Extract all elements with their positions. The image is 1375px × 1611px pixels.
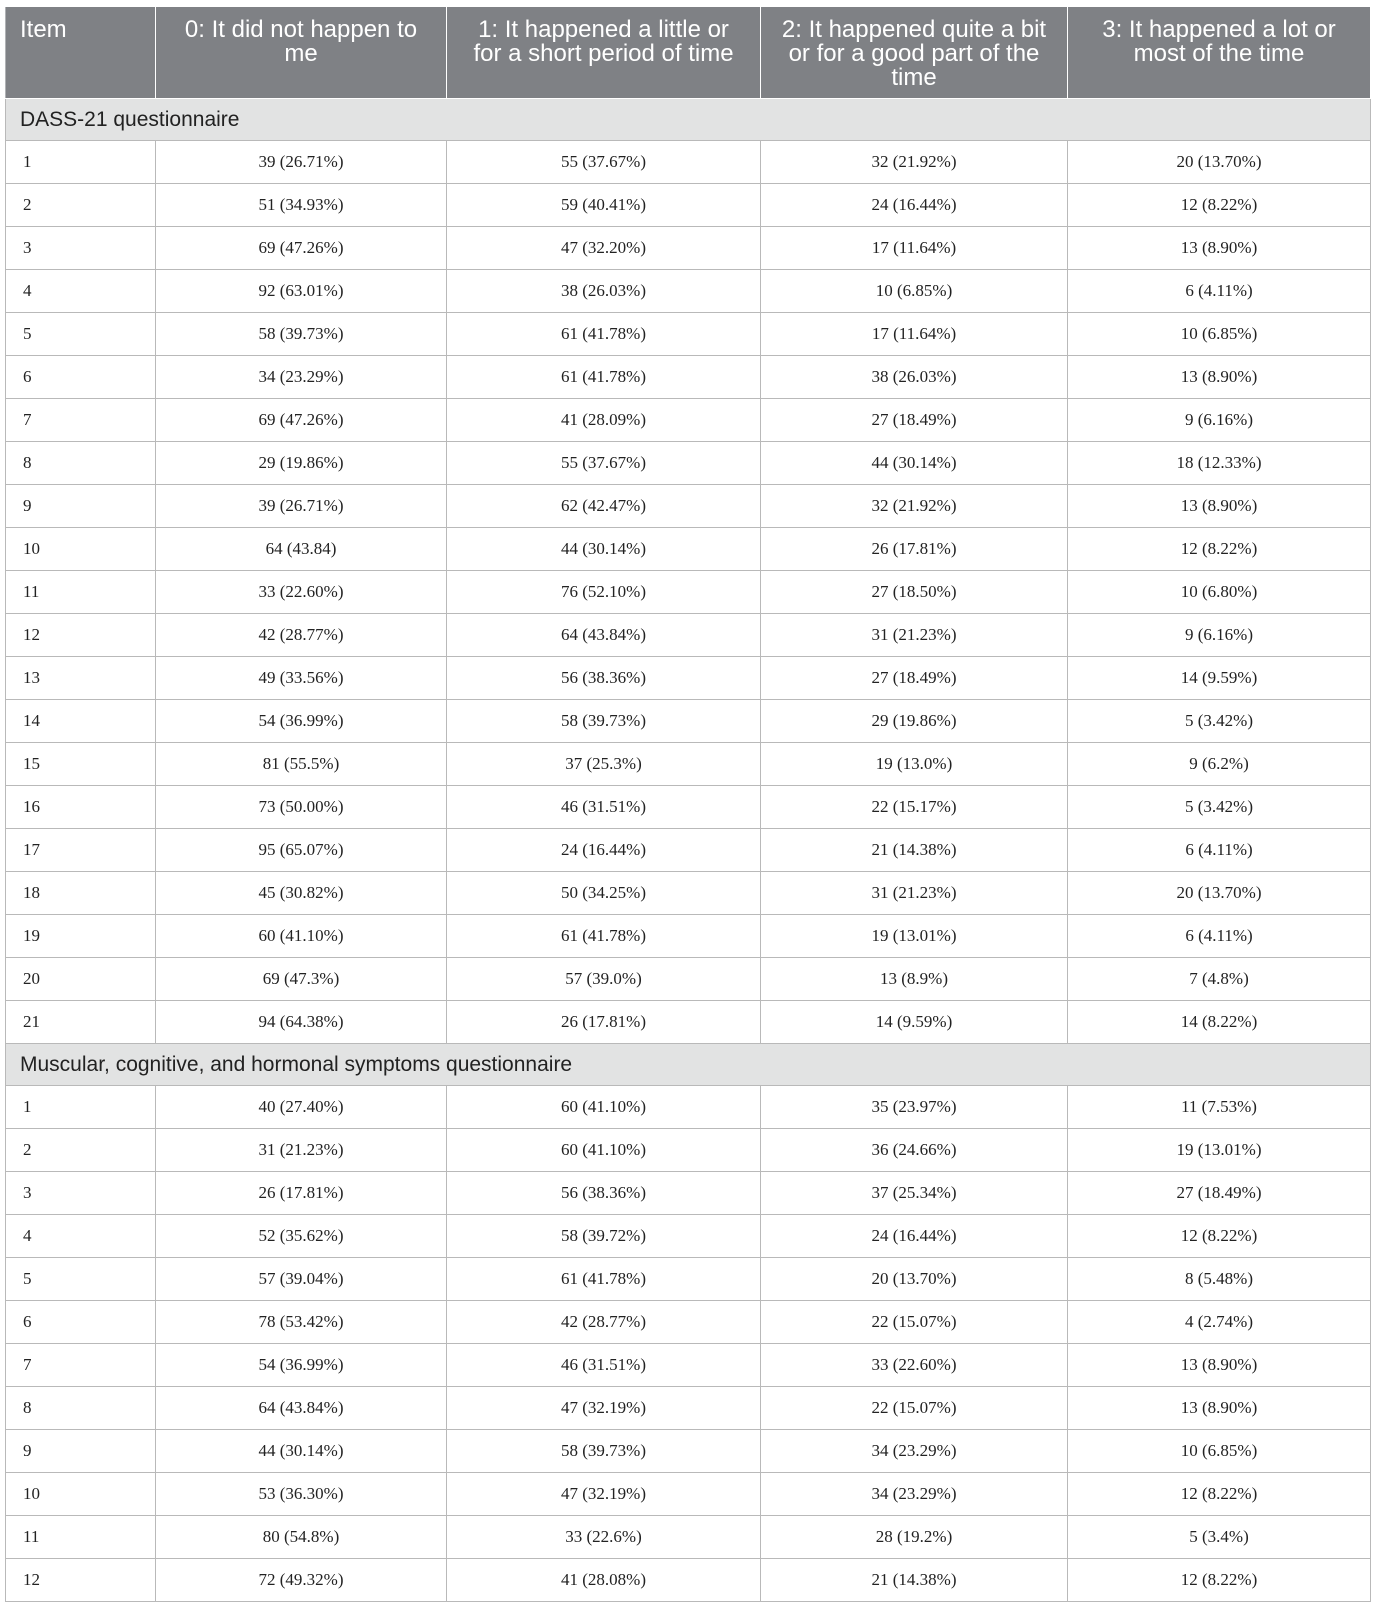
response-count-cell: 6 (4.11%): [1068, 829, 1371, 872]
response-count-cell: 10 (6.80%): [1068, 571, 1371, 614]
response-count-cell: 61 (41.78%): [447, 313, 761, 356]
response-count-cell: 24 (16.44%): [761, 184, 1068, 227]
table-row: [6, 657, 1371, 700]
header-score-1: 1: It happened a little or for a short period of time: [447, 7, 761, 99]
response-count-cell: 20 (13.70%): [1068, 141, 1371, 184]
item-number-cell: 6: [6, 1301, 156, 1344]
response-count-cell: 76 (52.10%): [447, 571, 761, 614]
response-count-cell: 21 (14.38%): [761, 1559, 1068, 1602]
response-count-cell: 5 (3.42%): [1068, 700, 1371, 743]
response-count-cell: 35 (23.97%): [761, 1086, 1068, 1129]
item-number-cell: 12: [6, 1559, 156, 1602]
item-number-cell: 8: [6, 442, 156, 485]
table-row: [6, 786, 1371, 829]
response-count-cell: 13 (8.90%): [1068, 1344, 1371, 1387]
response-count-cell: 55 (37.67%): [447, 141, 761, 184]
table-row: [6, 743, 1371, 786]
results-table: [5, 6, 1371, 1602]
response-count-cell: 32 (21.92%): [761, 141, 1068, 184]
response-count-cell: 26 (17.81%): [447, 1001, 761, 1044]
response-count-cell: 41 (28.09%): [447, 399, 761, 442]
item-number-cell: 5: [6, 1258, 156, 1301]
response-count-cell: 17 (11.64%): [761, 313, 1068, 356]
response-count-cell: 14 (8.22%): [1068, 1001, 1371, 1044]
table-row: [6, 1430, 1371, 1473]
response-count-cell: 19 (13.01%): [1068, 1129, 1371, 1172]
response-count-cell: 80 (54.8%): [156, 1516, 447, 1559]
table-row: [6, 571, 1371, 614]
item-number-cell: 10: [6, 528, 156, 571]
table-body: [6, 99, 1371, 1602]
response-count-cell: 37 (25.34%): [761, 1172, 1068, 1215]
response-count-cell: 44 (30.14%): [761, 442, 1068, 485]
response-count-cell: 60 (41.10%): [156, 915, 447, 958]
item-number-cell: 7: [6, 399, 156, 442]
table-row: [6, 614, 1371, 657]
response-count-cell: 42 (28.77%): [156, 614, 447, 657]
item-number-cell: 9: [6, 485, 156, 528]
response-count-cell: 19 (13.0%): [761, 743, 1068, 786]
response-count-cell: 38 (26.03%): [447, 270, 761, 313]
response-count-cell: 38 (26.03%): [761, 356, 1068, 399]
response-count-cell: 20 (13.70%): [761, 1258, 1068, 1301]
item-number-cell: 1: [6, 141, 156, 184]
response-count-cell: 60 (41.10%): [447, 1129, 761, 1172]
response-count-cell: 31 (21.23%): [156, 1129, 447, 1172]
table-row: [6, 700, 1371, 743]
response-count-cell: 61 (41.78%): [447, 915, 761, 958]
response-count-cell: 49 (33.56%): [156, 657, 447, 700]
response-count-cell: 33 (22.60%): [761, 1344, 1068, 1387]
item-number-cell: 2: [6, 1129, 156, 1172]
response-count-cell: 27 (18.49%): [761, 657, 1068, 700]
response-count-cell: 64 (43.84%): [447, 614, 761, 657]
response-count-cell: 52 (35.62%): [156, 1215, 447, 1258]
table-container: [5, 6, 1370, 1602]
item-number-cell: 3: [6, 1172, 156, 1215]
response-count-cell: 54 (36.99%): [156, 1344, 447, 1387]
response-count-cell: 4 (2.74%): [1068, 1301, 1371, 1344]
section-row: [6, 99, 1371, 141]
response-count-cell: 12 (8.22%): [1068, 528, 1371, 571]
table-row: [6, 184, 1371, 227]
response-count-cell: 26 (17.81%): [761, 528, 1068, 571]
item-number-cell: 1: [6, 1086, 156, 1129]
response-count-cell: 9 (6.2%): [1068, 743, 1371, 786]
response-count-cell: 62 (42.47%): [447, 485, 761, 528]
item-number-cell: 16: [6, 786, 156, 829]
item-number-cell: 14: [6, 700, 156, 743]
response-count-cell: 22 (15.07%): [761, 1301, 1068, 1344]
response-count-cell: 56 (38.36%): [447, 1172, 761, 1215]
item-number-cell: 21: [6, 1001, 156, 1044]
response-count-cell: 11 (7.53%): [1068, 1086, 1371, 1129]
response-count-cell: 60 (41.10%): [447, 1086, 761, 1129]
response-count-cell: 22 (15.17%): [761, 786, 1068, 829]
table-row: [6, 1001, 1371, 1044]
response-count-cell: 10 (6.85%): [761, 270, 1068, 313]
item-number-cell: 12: [6, 614, 156, 657]
response-count-cell: 8 (5.48%): [1068, 1258, 1371, 1301]
table-row: [6, 1516, 1371, 1559]
response-count-cell: 7 (4.8%): [1068, 958, 1371, 1001]
item-number-cell: 4: [6, 1215, 156, 1258]
item-number-cell: 15: [6, 743, 156, 786]
response-count-cell: 95 (65.07%): [156, 829, 447, 872]
response-count-cell: 19 (13.01%): [761, 915, 1068, 958]
response-count-cell: 29 (19.86%): [761, 700, 1068, 743]
table-row: [6, 528, 1371, 571]
response-count-cell: 45 (30.82%): [156, 872, 447, 915]
table-row: [6, 1301, 1371, 1344]
response-count-cell: 27 (18.49%): [1068, 1172, 1371, 1215]
response-count-cell: 14 (9.59%): [761, 1001, 1068, 1044]
table-row: [6, 915, 1371, 958]
response-count-cell: 13 (8.90%): [1068, 356, 1371, 399]
response-count-cell: 36 (24.66%): [761, 1129, 1068, 1172]
response-count-cell: 34 (23.29%): [761, 1473, 1068, 1516]
response-count-cell: 27 (18.50%): [761, 571, 1068, 614]
response-count-cell: 64 (43.84%): [156, 1387, 447, 1430]
response-count-cell: 64 (43.84): [156, 528, 447, 571]
response-count-cell: 53 (36.30%): [156, 1473, 447, 1516]
response-count-cell: 42 (28.77%): [447, 1301, 761, 1344]
response-count-cell: 5 (3.4%): [1068, 1516, 1371, 1559]
response-count-cell: 33 (22.6%): [447, 1516, 761, 1559]
response-count-cell: 10 (6.85%): [1068, 1430, 1371, 1473]
response-count-cell: 32 (21.92%): [761, 485, 1068, 528]
response-count-cell: 58 (39.73%): [156, 313, 447, 356]
table-row: [6, 1215, 1371, 1258]
response-count-cell: 57 (39.04%): [156, 1258, 447, 1301]
response-count-cell: 81 (55.5%): [156, 743, 447, 786]
response-count-cell: 12 (8.22%): [1068, 1559, 1371, 1602]
response-count-cell: 31 (21.23%): [761, 614, 1068, 657]
response-count-cell: 33 (22.60%): [156, 571, 447, 614]
table-row: [6, 399, 1371, 442]
response-count-cell: 47 (32.19%): [447, 1473, 761, 1516]
table-row: [6, 872, 1371, 915]
response-count-cell: 61 (41.78%): [447, 356, 761, 399]
item-number-cell: 8: [6, 1387, 156, 1430]
response-count-cell: 31 (21.23%): [761, 872, 1068, 915]
response-count-cell: 94 (64.38%): [156, 1001, 447, 1044]
response-count-cell: 22 (15.07%): [761, 1387, 1068, 1430]
table-row: [6, 1344, 1371, 1387]
table-row: [6, 1129, 1371, 1172]
table-row: [6, 313, 1371, 356]
response-count-cell: 14 (9.59%): [1068, 657, 1371, 700]
response-count-cell: 12 (8.22%): [1068, 1473, 1371, 1516]
item-number-cell: 4: [6, 270, 156, 313]
response-count-cell: 6 (4.11%): [1068, 270, 1371, 313]
section-title: DASS-21 questionnaire: [6, 99, 1371, 141]
response-count-cell: 12 (8.22%): [1068, 1215, 1371, 1258]
response-count-cell: 47 (32.19%): [447, 1387, 761, 1430]
response-count-cell: 12 (8.22%): [1068, 184, 1371, 227]
item-number-cell: 17: [6, 829, 156, 872]
header-score-3: 3: It happened a lot or most of the time: [1068, 7, 1371, 99]
item-number-cell: 20: [6, 958, 156, 1001]
response-count-cell: 24 (16.44%): [447, 829, 761, 872]
table-row: [6, 270, 1371, 313]
table-row: [6, 829, 1371, 872]
response-count-cell: 47 (32.20%): [447, 227, 761, 270]
header-score-0: 0: It did not happen to me: [156, 7, 447, 99]
response-count-cell: 29 (19.86%): [156, 442, 447, 485]
response-count-cell: 73 (50.00%): [156, 786, 447, 829]
response-count-cell: 46 (31.51%): [447, 1344, 761, 1387]
response-count-cell: 21 (14.38%): [761, 829, 1068, 872]
response-count-cell: 26 (17.81%): [156, 1172, 447, 1215]
table-row: [6, 485, 1371, 528]
response-count-cell: 13 (8.90%): [1068, 485, 1371, 528]
table-row: [6, 1172, 1371, 1215]
response-count-cell: 51 (34.93%): [156, 184, 447, 227]
response-count-cell: 17 (11.64%): [761, 227, 1068, 270]
response-count-cell: 9 (6.16%): [1068, 399, 1371, 442]
response-count-cell: 58 (39.73%): [447, 700, 761, 743]
section-title: Muscular, cognitive, and hormonal symptoms questionnaire: [6, 1044, 1371, 1086]
response-count-cell: 44 (30.14%): [447, 528, 761, 571]
response-count-cell: 41 (28.08%): [447, 1559, 761, 1602]
response-count-cell: 69 (47.26%): [156, 399, 447, 442]
item-number-cell: 7: [6, 1344, 156, 1387]
response-count-cell: 57 (39.0%): [447, 958, 761, 1001]
section-row: [6, 1044, 1371, 1086]
response-count-cell: 9 (6.16%): [1068, 614, 1371, 657]
item-number-cell: 6: [6, 356, 156, 399]
response-count-cell: 13 (8.90%): [1068, 1387, 1371, 1430]
item-number-cell: 3: [6, 227, 156, 270]
table-row: [6, 227, 1371, 270]
response-count-cell: 61 (41.78%): [447, 1258, 761, 1301]
header-row: [6, 7, 1371, 99]
item-number-cell: 19: [6, 915, 156, 958]
table-row: [6, 141, 1371, 184]
response-count-cell: 58 (39.72%): [447, 1215, 761, 1258]
response-count-cell: 59 (40.41%): [447, 184, 761, 227]
response-count-cell: 20 (13.70%): [1068, 872, 1371, 915]
response-count-cell: 54 (36.99%): [156, 700, 447, 743]
item-number-cell: 2: [6, 184, 156, 227]
item-number-cell: 10: [6, 1473, 156, 1516]
table-header: [6, 7, 1371, 99]
table-row: [6, 958, 1371, 1001]
item-number-cell: 11: [6, 1516, 156, 1559]
response-count-cell: 34 (23.29%): [761, 1430, 1068, 1473]
response-count-cell: 46 (31.51%): [447, 786, 761, 829]
response-count-cell: 39 (26.71%): [156, 485, 447, 528]
response-count-cell: 24 (16.44%): [761, 1215, 1068, 1258]
header-item: Item: [6, 7, 156, 99]
response-count-cell: 55 (37.67%): [447, 442, 761, 485]
table-row: [6, 1473, 1371, 1516]
response-count-cell: 39 (26.71%): [156, 141, 447, 184]
item-number-cell: 13: [6, 657, 156, 700]
response-count-cell: 50 (34.25%): [447, 872, 761, 915]
table-row: [6, 442, 1371, 485]
item-number-cell: 9: [6, 1430, 156, 1473]
response-count-cell: 78 (53.42%): [156, 1301, 447, 1344]
item-number-cell: 5: [6, 313, 156, 356]
response-count-cell: 13 (8.9%): [761, 958, 1068, 1001]
response-count-cell: 18 (12.33%): [1068, 442, 1371, 485]
response-count-cell: 40 (27.40%): [156, 1086, 447, 1129]
response-count-cell: 58 (39.73%): [447, 1430, 761, 1473]
response-count-cell: 13 (8.90%): [1068, 227, 1371, 270]
response-count-cell: 10 (6.85%): [1068, 313, 1371, 356]
response-count-cell: 34 (23.29%): [156, 356, 447, 399]
table-row: [6, 356, 1371, 399]
response-count-cell: 6 (4.11%): [1068, 915, 1371, 958]
response-count-cell: 44 (30.14%): [156, 1430, 447, 1473]
response-count-cell: 56 (38.36%): [447, 657, 761, 700]
table-row: [6, 1086, 1371, 1129]
table-row: [6, 1387, 1371, 1430]
response-count-cell: 27 (18.49%): [761, 399, 1068, 442]
response-count-cell: 5 (3.42%): [1068, 786, 1371, 829]
response-count-cell: 28 (19.2%): [761, 1516, 1068, 1559]
response-count-cell: 37 (25.3%): [447, 743, 761, 786]
response-count-cell: 92 (63.01%): [156, 270, 447, 313]
item-number-cell: 11: [6, 571, 156, 614]
response-count-cell: 69 (47.3%): [156, 958, 447, 1001]
item-number-cell: 18: [6, 872, 156, 915]
table-row: [6, 1258, 1371, 1301]
header-score-2: 2: It happened quite a bit or for a good part of the time: [761, 7, 1068, 99]
response-count-cell: 72 (49.32%): [156, 1559, 447, 1602]
table-row: [6, 1559, 1371, 1602]
response-count-cell: 69 (47.26%): [156, 227, 447, 270]
